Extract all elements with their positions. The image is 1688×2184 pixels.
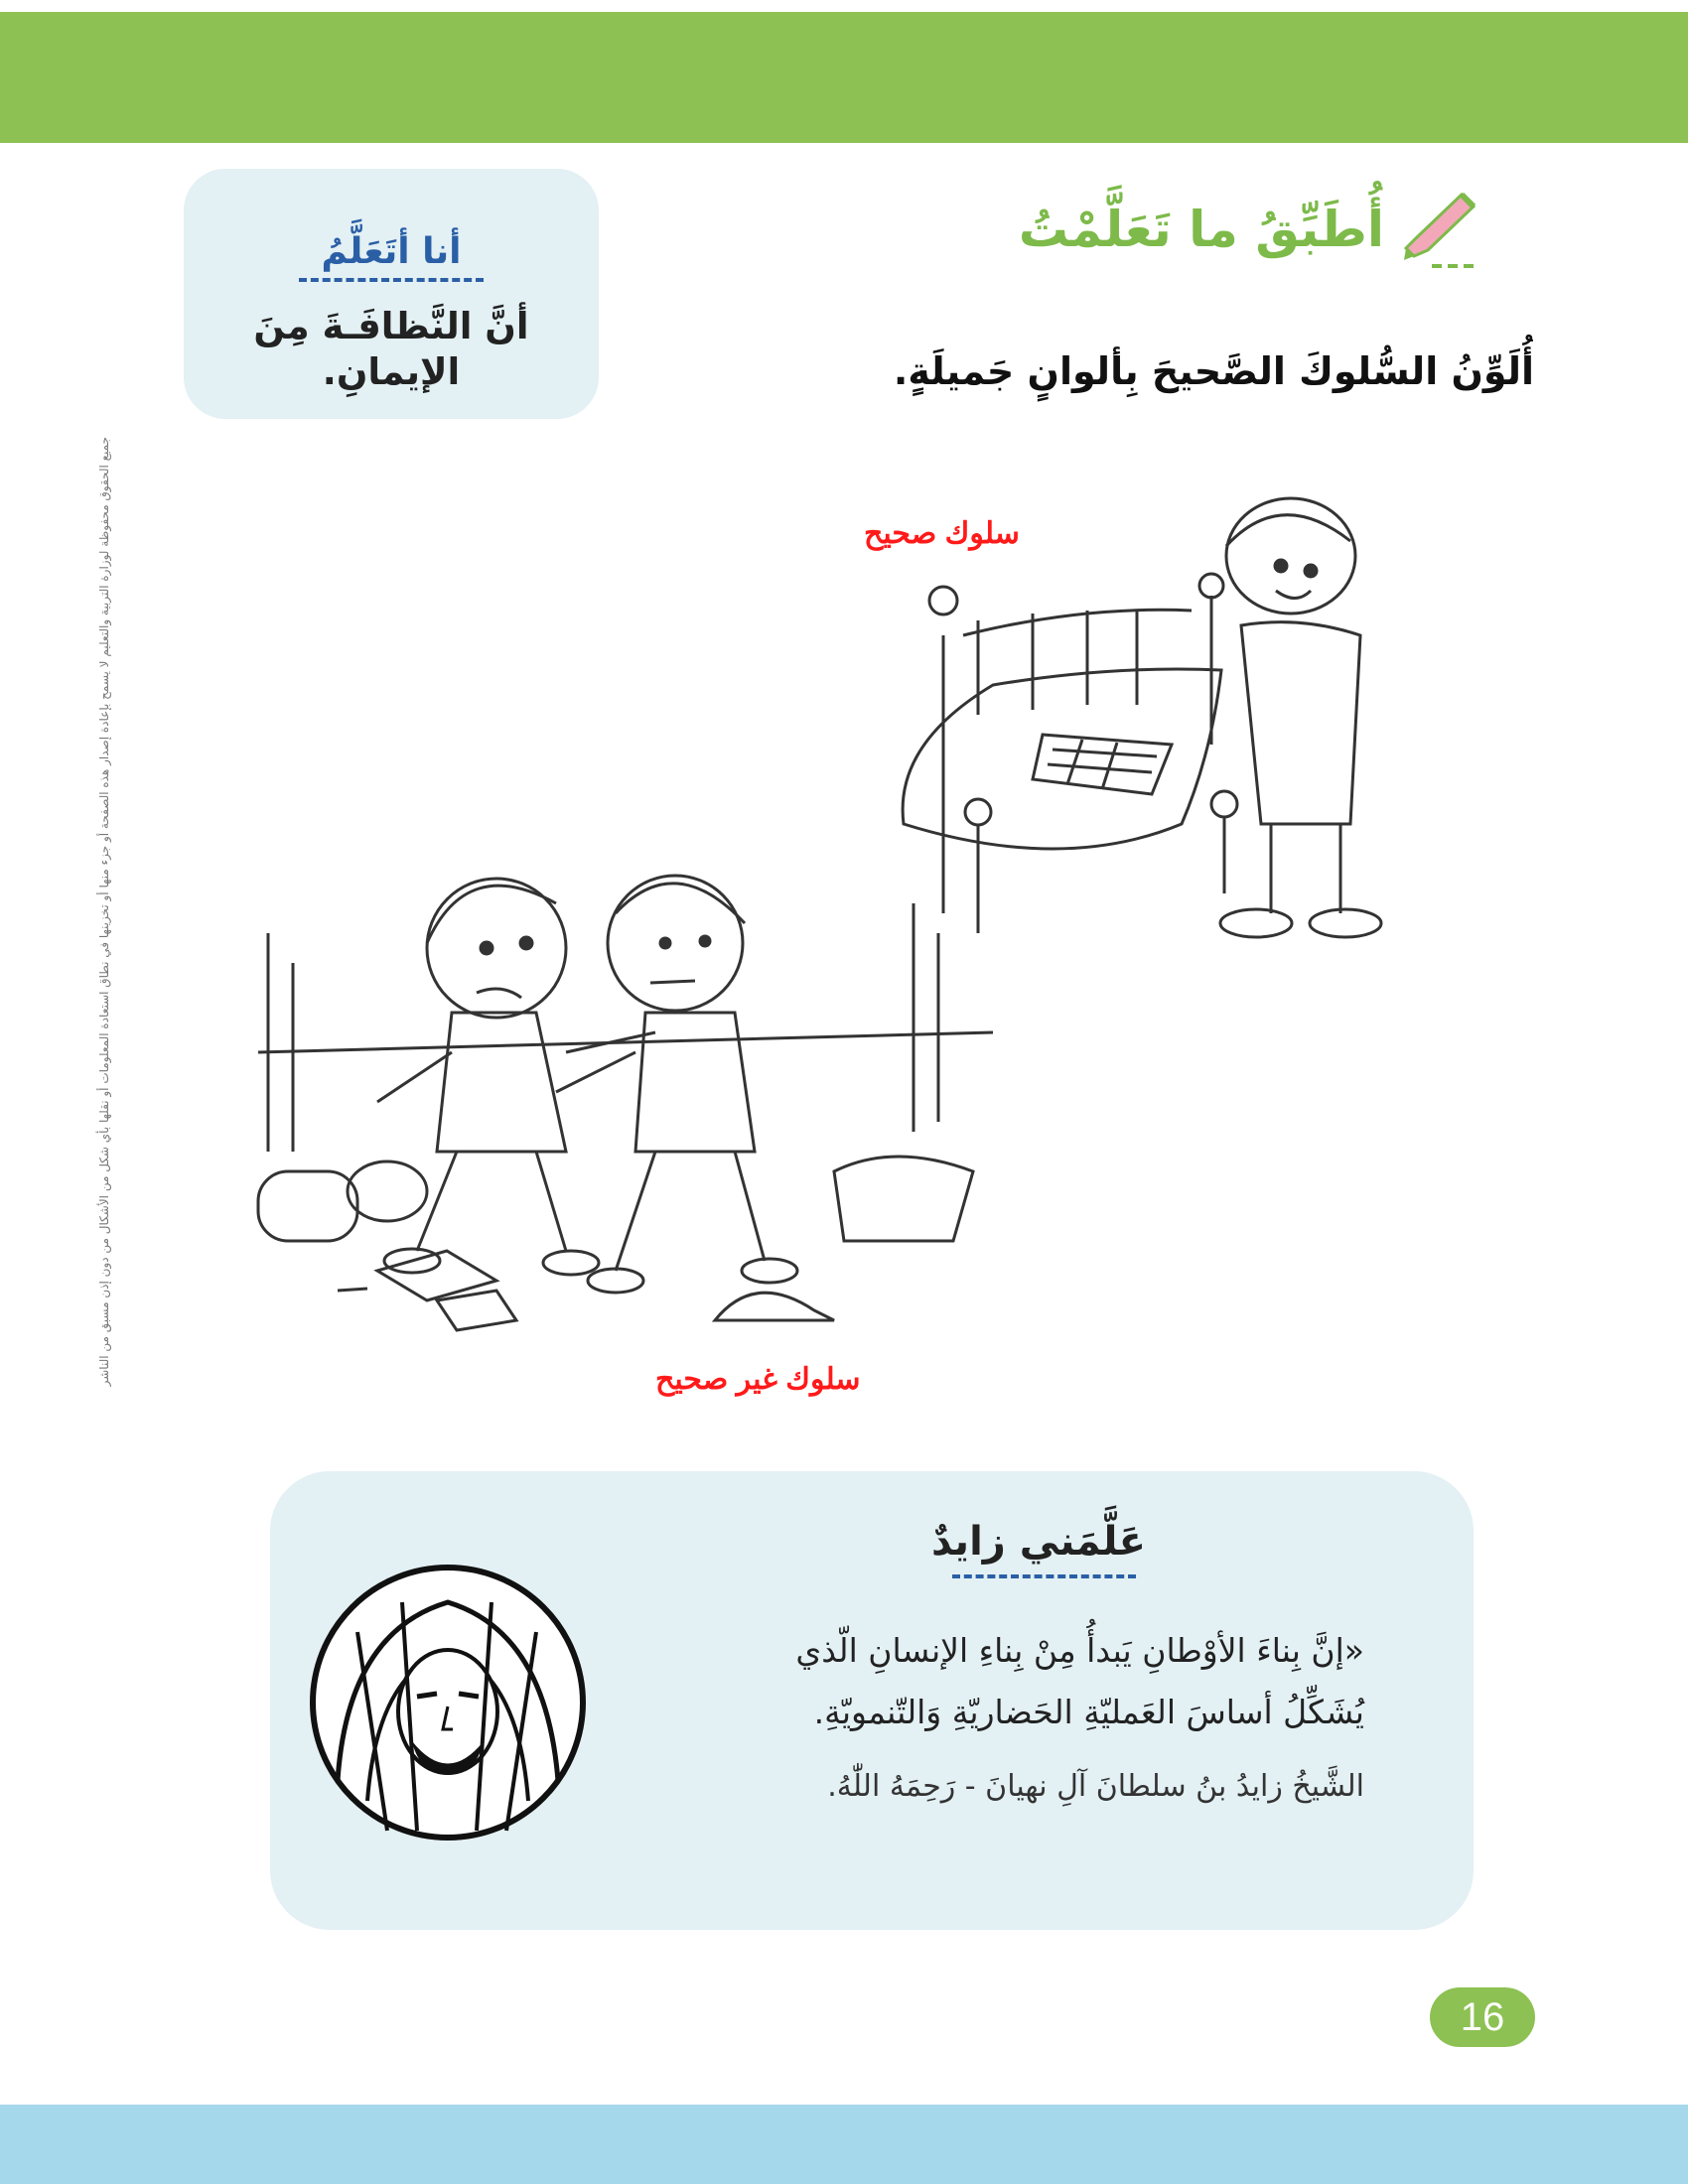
learn-text: أنَّ النَّظافَـةَ مِنَ الإيمانِ.: [253, 305, 529, 393]
sheikh-zayed-portrait: [308, 1563, 588, 1843]
section-heading-text: أُطَبِّقُ ما تَعَلَّمْتُ: [1018, 201, 1384, 258]
boys-fighting-illustration: [238, 854, 1013, 1350]
pencil-icon: [1398, 189, 1479, 270]
instruction-text: أُلَوِّنُ السُّلوكَ الصَّحيحَ بِألوانٍ جَميلَةٍ.: [893, 349, 1534, 393]
bottom-banner: [0, 2105, 1688, 2184]
learn-title: أنا أتَعَلَّمُ: [321, 231, 462, 272]
label-incorrect-behavior: سلوك غير صحيح: [655, 1363, 861, 1396]
top-banner: [0, 12, 1688, 143]
learn-box: [184, 169, 599, 419]
zayed-title-underline: [952, 1574, 1136, 1578]
zayed-quote-box: [270, 1471, 1474, 1930]
zayed-attribution: الشَّيخُ زايدُ بنُ سلطانَ آلِ نهيانَ - رَحِمَهُ اللّٰهُ.: [827, 1769, 1364, 1804]
label-correct-behavior: سلوك صحيح: [864, 517, 1020, 550]
section-heading: [1019, 189, 1479, 270]
page-number: 16: [1430, 1987, 1535, 2047]
learn-title-underline: [299, 278, 484, 282]
zayed-quote-text: «إنَّ بِناءَ الأوْطانِ يَبدأُ مِنْ بِناءِ الإنسانِ الّذي يُشَكِّلُ أساسَ العَمليّةِ الحَضاريّةِ وَالتّنمويّةِ.: [795, 1631, 1364, 1731]
copyright-side-note: جميع الحقوق محفوظة لوزارة التربية والتعليم لا يسمح بإعادة إصدار هذه الصفحة أو جزء منها أو تخزينها في نطاق استعادة المعلومات أو نقلها بأي شكل من الأشكال من دون إذن مسبق من الناشر: [97, 437, 111, 1387]
zayed-title: عَلَّمَني زايدٌ: [930, 1519, 1146, 1565]
